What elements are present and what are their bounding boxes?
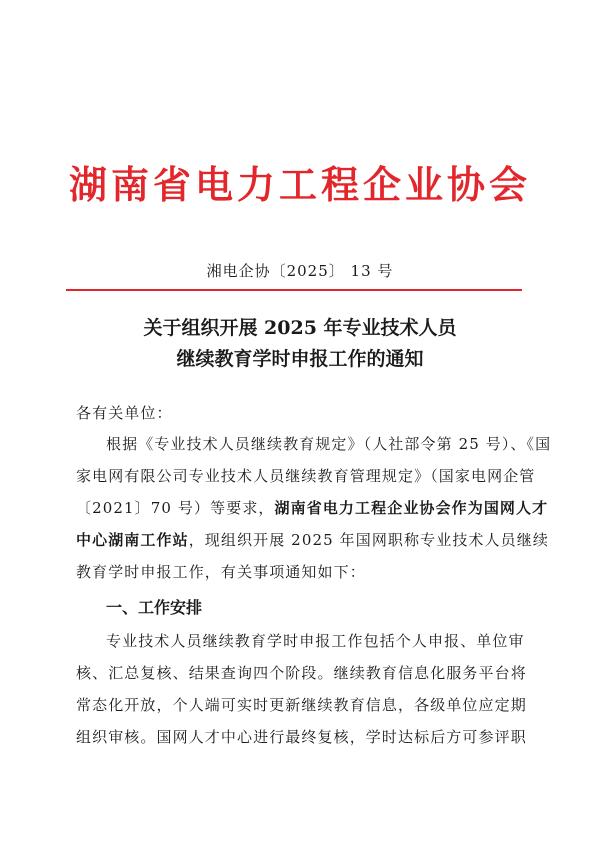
paragraph-1-line-5: 教育学时申报工作，有关事项通知如下：: [76, 563, 366, 581]
paragraph-1-line-3-text: 〔2021〕70 号）等要求，: [76, 499, 275, 517]
paragraph-1-line-3-bold: 湖南省电力工程企业协会作为国网人才: [274, 499, 549, 517]
section-1-heading: 一、工作安排: [106, 598, 203, 617]
organization-header: 湖南省电力工程企业协会: [68, 162, 531, 207]
section-1-line-4: 组织审核。国网人才中心进行最终复核，学时达标后方可参评职: [76, 728, 527, 746]
section-1-line-1: 专业技术人员继续教育学时申报工作包括个人申报、单位审: [106, 632, 525, 650]
paragraph-1-line-1: 根据《专业技术人员继续教育规定》（人社部令第 25 号）、《国: [106, 435, 552, 453]
salutation: 各有关单位：: [76, 404, 173, 422]
paragraph-1-line-2: 家电网有限公司专业技术人员继续教育管理规定》（国家电网企管: [76, 467, 536, 485]
document-title-line-1: 关于组织开展 2025 年专业技术人员: [143, 317, 457, 339]
paragraph-1-line-4-text: ，现组织开展 2025 年国网职称专业技术人员继续: [188, 531, 549, 549]
document-title-line-2: 继续教育学时申报工作的通知: [176, 348, 424, 370]
paragraph-1-line-4-bold: 中心湖南工作站: [76, 531, 189, 549]
red-divider-line: [66, 289, 522, 291]
document-number: 湘电企协〔2025〕 13 号: [206, 262, 394, 280]
paragraph-1-line-4: [76, 530, 549, 550]
section-1-line-3: 常态化开放，个人端可实时更新继续教育信息，各级单位应定期: [76, 696, 527, 714]
paragraph-1-line-3: [76, 498, 549, 518]
section-1-line-2: 核、汇总复核、结果查询四个阶段。继续教育信息化服务平台将: [76, 664, 527, 682]
